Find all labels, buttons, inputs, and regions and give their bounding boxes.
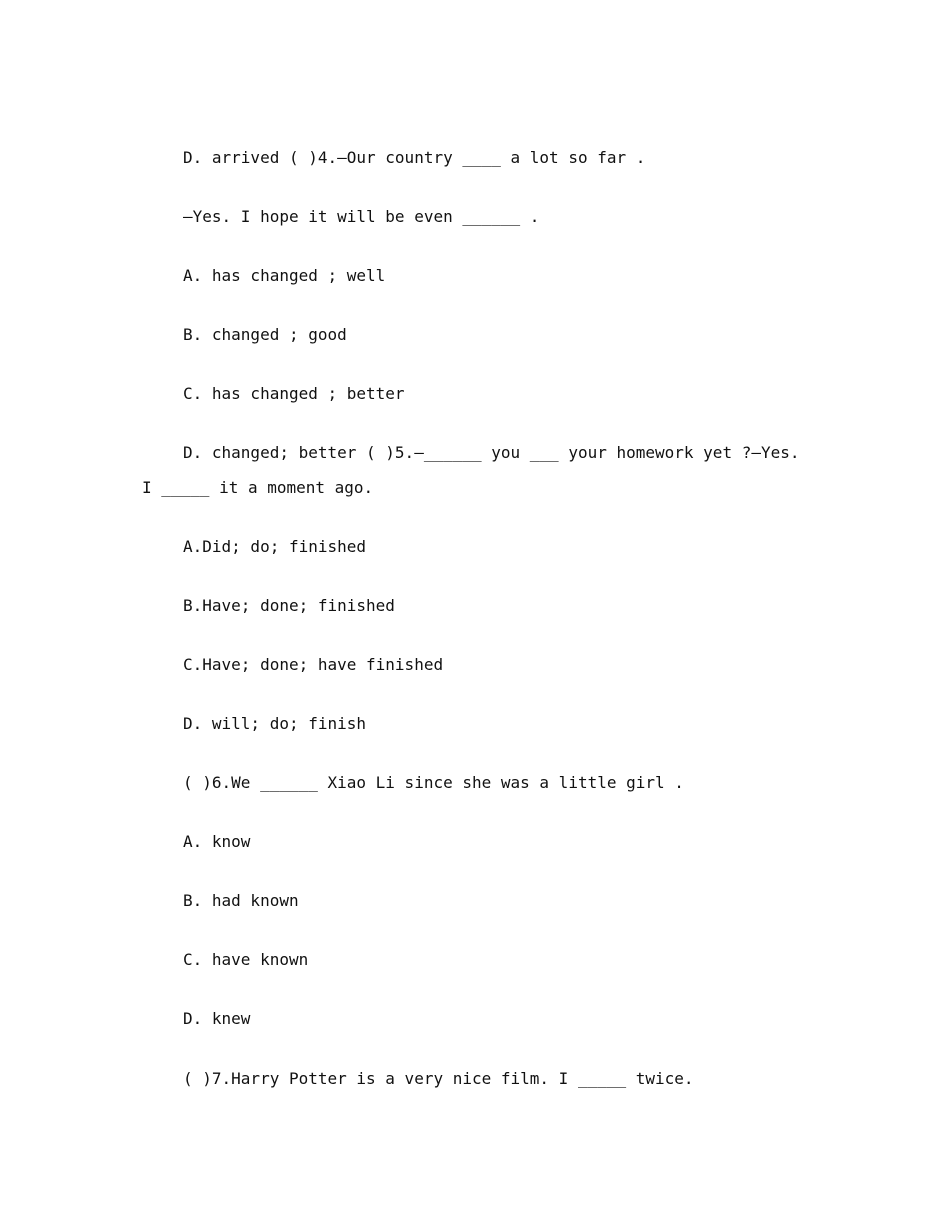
option-line: C. have known: [183, 950, 309, 969]
option-line: C.Have; done; have finished: [183, 655, 444, 674]
option-line: A. know: [183, 832, 251, 851]
option-line: C. has changed ; better: [183, 384, 405, 403]
option-line: B. changed ; good: [183, 325, 347, 344]
question-6-line: ( )6.We ______ Xiao Li since she was a little girl .: [183, 773, 684, 792]
option-line: D. will; do; finish: [183, 714, 367, 733]
question-5-continuation: I _____ it a moment ago.: [142, 478, 374, 497]
option-line: A. has changed ; well: [183, 266, 386, 285]
question-7-line: ( )7.Harry Potter is a very nice film. I _____ twice.: [183, 1069, 694, 1088]
option-line: A.Did; do; finished: [183, 537, 367, 556]
question-4-line: D. arrived ( )4.—Our country ____ a lot so far .: [183, 148, 646, 167]
question-4-reply: —Yes. I hope it will be even ______ .: [183, 207, 540, 226]
option-line: D. knew: [183, 1009, 251, 1028]
question-5-line: D. changed; better ( )5.—______ you ___ your homework yet ?—Yes.: [183, 443, 800, 462]
option-line: B.Have; done; finished: [183, 596, 395, 615]
option-line: B. had known: [183, 891, 299, 910]
